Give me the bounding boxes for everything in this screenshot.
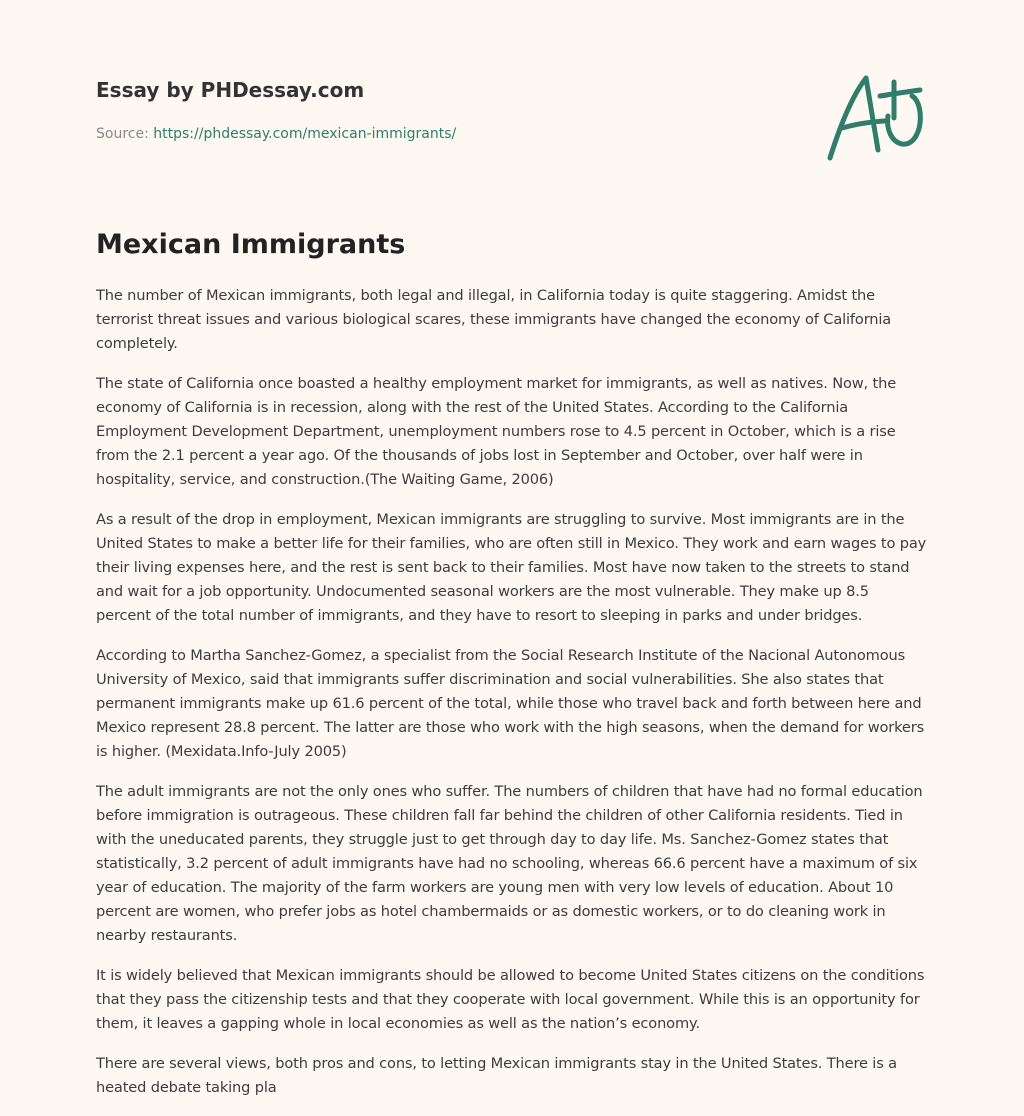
- source-line: [96, 124, 796, 144]
- essay-title: Mexican Immigrants: [96, 229, 406, 260]
- a-plus-logo: [822, 66, 928, 166]
- essay-paragraph: As a result of the drop in employment, Mexican immigrants are struggling to survive. Most immigrants are in the United States to make a better life for their families, who are often still in Mexico. They work and earn wages to pay their living expenses here, and the rest is sent back to their families. Most have now taken to the streets to stand and wait for a job opportunity. Undocumented seasonal workers are the most vulnerable. They make up 8.5 percent of the total number of immigrants, and they have to resort to sleeping in parks and under bridges.: [96, 511, 927, 624]
- essay-paragraph: The adult immigrants are not the only ones who suffer. The numbers of children that have had no formal education before immigration is outrageous. These children fall far behind the children of other California residents. Tied in with the uneducated parents, they struggle just to get through day to day life. Ms. Sanchez-Gomez states that statistically, 3.2 percent of adult immigrants have had no schooling, whereas 66.6 percent have a maximum of six year of education. The majority of the farm workers are young men with very low levels of education. About 10 percent are women, who prefer jobs as hotel chambermaids or as domestic workers, or to do cleaning work in nearby restaurants.: [96, 783, 923, 944]
- source-link[interactable]: https://phdessay.com/mexican-immigrants/: [153, 126, 457, 142]
- a-plus-icon: [822, 66, 928, 166]
- essay-paragraph: There are several views, both pros and cons, to letting Mexican immigrants stay in the United States. There is a heated debate taking pla: [96, 1055, 897, 1096]
- site-title: Essay by PHDessay.com: [96, 78, 365, 102]
- essay-paragraph: The state of California once boasted a healthy employment market for immigrants, as well as natives. Now, the economy of California is in recession, along with the rest of the United States. According to the California Employment Development Department, unemployment numbers rose to 4.5 percent in October, which is a rise from the 2.1 percent a year ago. Of the thousands of jobs lost in September and October, over half were in hospitality, service, and construction.(The Waiting Game, 2006): [96, 375, 897, 488]
- source-label: Source:: [96, 126, 154, 142]
- essay-body: [96, 284, 928, 1116]
- header: [96, 76, 796, 144]
- essay-paragraph: It is widely believed that Mexican immigrants should be allowed to become United States citizens on the conditions that they pass the citizenship tests and that they cooperate with local government. While this is an opportunity for them, it leaves a gapping whole in local economies as well as the nation’s economy.: [96, 967, 925, 1032]
- essay-paragraph: The number of Mexican immigrants, both legal and illegal, in California today is quite staggering. Amidst the terrorist threat issues and various biological scares, these immigrants have changed the economy of California completely.: [96, 287, 892, 352]
- essay-paragraph: According to Martha Sanchez-Gomez, a specialist from the Social Research Institute of the Nacional Autonomous University of Mexico, said that immigrants suffer discrimination and social vulnerabilities. She also states that permanent immigrants make up 61.6 percent of the total, while those who travel back and forth between here and Mexico represent 28.8 percent. The latter are those who work with the high seasons, when the demand for workers is higher. (Mexidata.Info-July 2005): [96, 647, 925, 760]
